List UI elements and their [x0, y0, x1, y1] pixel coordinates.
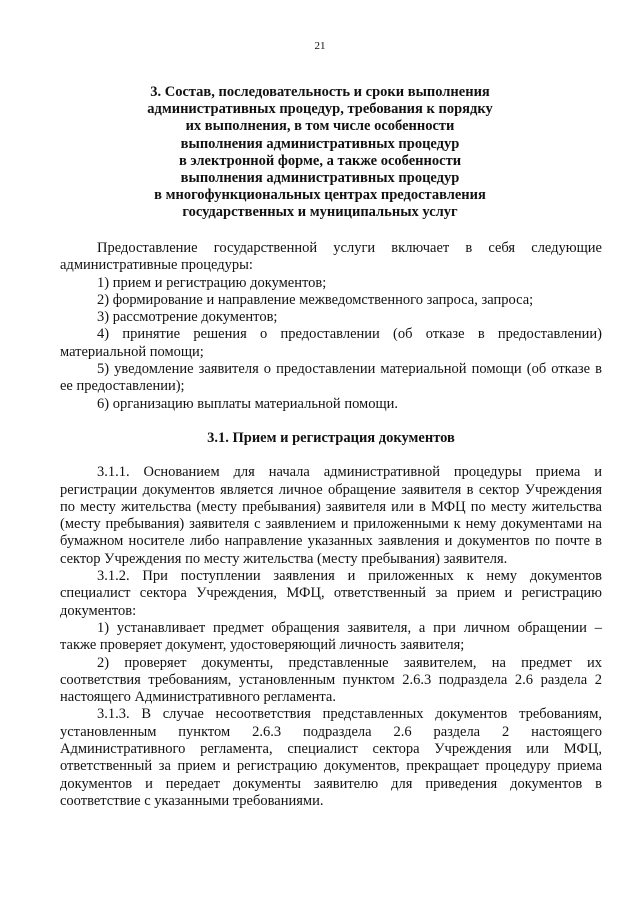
section-title-line: их выполнения, в том числе особенности — [185, 118, 455, 135]
section-title-line: 3. Состав, последовательность и сроки выполнения — [150, 84, 490, 100]
section-title-line: выполнения административных процедур — [180, 135, 460, 152]
paragraph-3-1-2: 3.1.2. При поступлении заявления и приложенных к нему документов специалист сектора Учреждения, МФЦ, ответственный за прием и регистрацию документов: — [60, 568, 602, 619]
procedure-item: 3) рассмотрение документов; — [97, 309, 278, 326]
section-title-line: административных процедур, требования к порядку — [147, 101, 493, 118]
paragraph-3-1-3: 3.1.3. В случае несоответствия представленных документов требованиям, установленным пунктом 2.6.3 подраздела 2.6 раздела 2 настоящего Административного регламента, специалист сектора Учреждения или МФЦ, ответственный за прием и регистрацию документов, прекращает процедуру приема документов и передает документы заявителю для приведения документов в соответствие с указанными требованиями. — [60, 706, 602, 809]
intro-paragraph: Предоставление государственной услуги включает в себя следующие административные процедуры: — [60, 240, 602, 274]
section-title — [60, 84, 580, 222]
document-body — [60, 240, 602, 810]
list-item: 1) устанавливает предмет обращения заявителя, а при личном обращении – также проверяет документ, удостоверяющий личность заявителя; — [60, 619, 602, 654]
procedure-item: 2) формирование и направление межведомственного запроса, запроса; — [97, 291, 534, 308]
section-title-line: государственных и муниципальных услуг — [182, 204, 458, 221]
procedure-item: 1) прием и регистрацию документов; — [97, 274, 327, 291]
section-title-line: в многофункциональных центрах предоставления — [154, 187, 486, 204]
procedure-item: 6) организацию выплаты материальной помощи. — [97, 395, 399, 412]
paragraph-3-1-1: 3.1.1. Основанием для начала административной процедуры приема и регистрации документов является личное обращение заявителя в сектор Учреждения по месту жительства (месту пребывания) заявителя или в МФЦ по месту жительства (месту пребывания) заявителя с заявлением и приложенными к нему документами на бумажном носителе либо направление указанных заявления и документов по почте в сектор Учреждения по месту жительства (месту пребывания) заявителя. — [60, 464, 602, 567]
page-number: 21 — [314, 40, 326, 52]
procedure-item: 5) уведомление заявителя о предоставлении материальной помощи (об отказе в ее предоставлении); — [60, 361, 602, 395]
procedure-item: 4) принятие решения о предоставлении (об отказе в предоставлении) материальной помощи; — [60, 326, 602, 360]
section-title-line: выполнения административных процедур — [180, 170, 460, 187]
subsection-title: 3.1. Прием и регистрация документов — [207, 429, 455, 446]
list-item: 2) проверяет документы, представленные заявителем, на предмет их соответствия требованиям, установленным пунктом 2.6.3 подраздела 2.6 раздела 2 настоящего Административного регламента. — [60, 654, 602, 706]
section-title-line: в электронной форме, а также особенности — [178, 152, 462, 169]
